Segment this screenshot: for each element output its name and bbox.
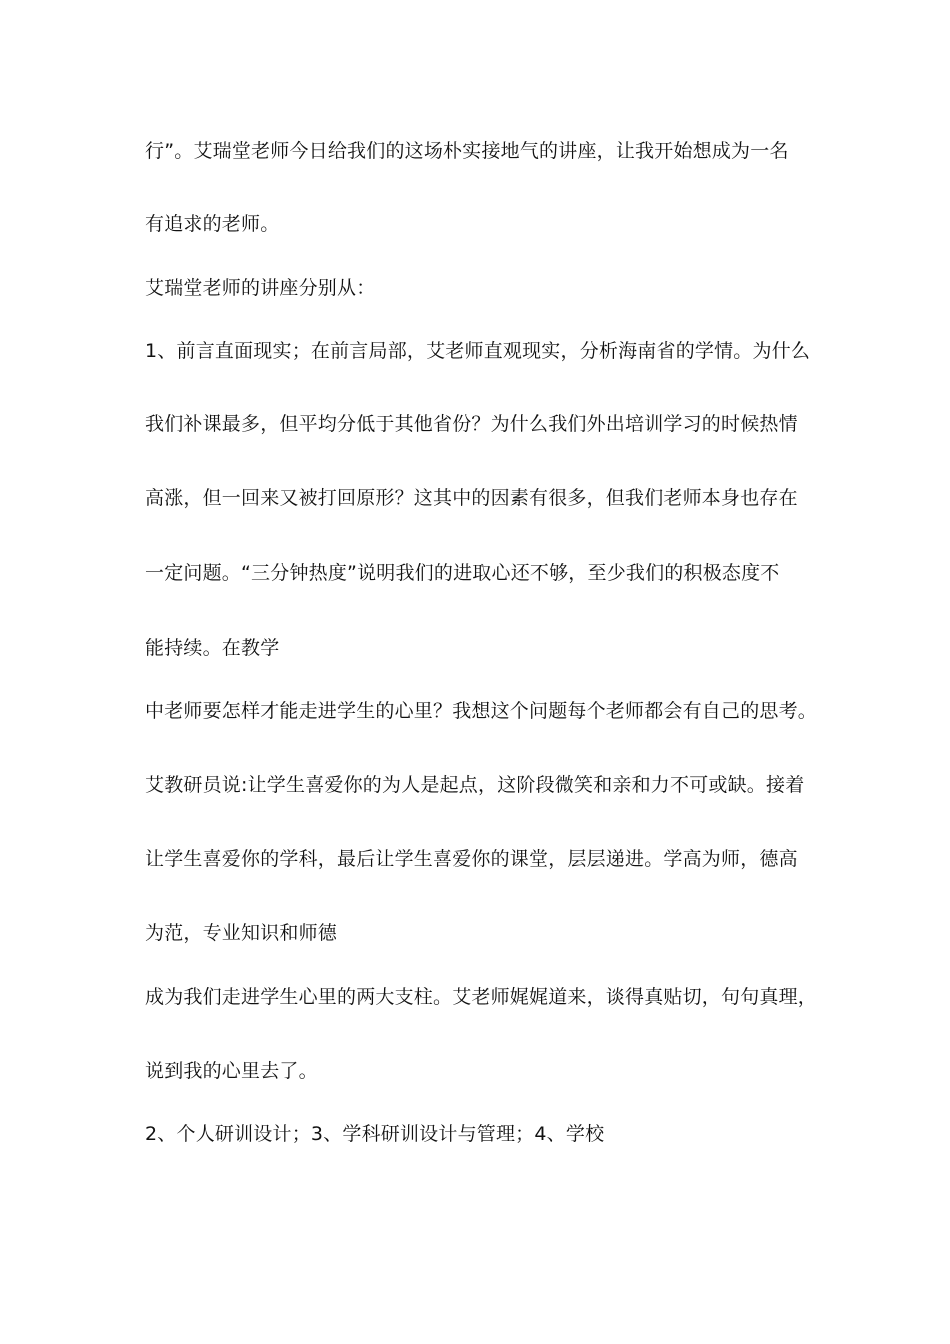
text-line-12: 为范，专业知识和师德 [145, 922, 338, 944]
text-line-3: 艾瑞堂老师的讲座分别从： [145, 277, 376, 299]
text-line-14: 说到我的心里去了。 [145, 1060, 318, 1082]
text-line-15: 2、个人研训设计；3、学科研训设计与管理；4、学校 [145, 1123, 605, 1145]
text-line-6: 高涨，但一回来又被打回原形？这其中的因素有很多，但我们老师本身也存在 [145, 487, 798, 509]
text-line-11: 让学生喜爱你的学科，最后让学生喜爱你的课堂，层层递进。学高为师，德高 [145, 848, 798, 870]
text-line-13: 成为我们走进学生心里的两大支柱。艾老师娓娓道来，谈得真贴切，句句真理， [145, 986, 818, 1008]
text-line-4: 1、前言直面现实；在前言局部，艾老师直观现实，分析海南省的学情。为什么 [145, 340, 811, 362]
text-line-10: 艾教研员说:让学生喜爱你的为人是起点，这阶段微笑和亲和力不可或缺。接着 [145, 774, 805, 796]
text-line-2: 有追求的老师。 [145, 213, 280, 235]
text-line-7: 一定问题。“三分钟热度”说明我们的进取心还不够，至少我们的积极态度不 [145, 562, 780, 584]
text-line-5: 我们补课最多，但平均分低于其他省份？为什么我们外出培训学习的时候热情 [145, 413, 798, 435]
text-line-8: 能持续。在教学 [145, 637, 280, 659]
text-line-9: 中老师要怎样才能走进学生的心里？我想这个问题每个老师都会有自己的思考。 [145, 700, 818, 722]
text-line-1: 行”。艾瑞堂老师今日给我们的这场朴实接地气的讲座，让我开始想成为一名 [145, 140, 789, 162]
